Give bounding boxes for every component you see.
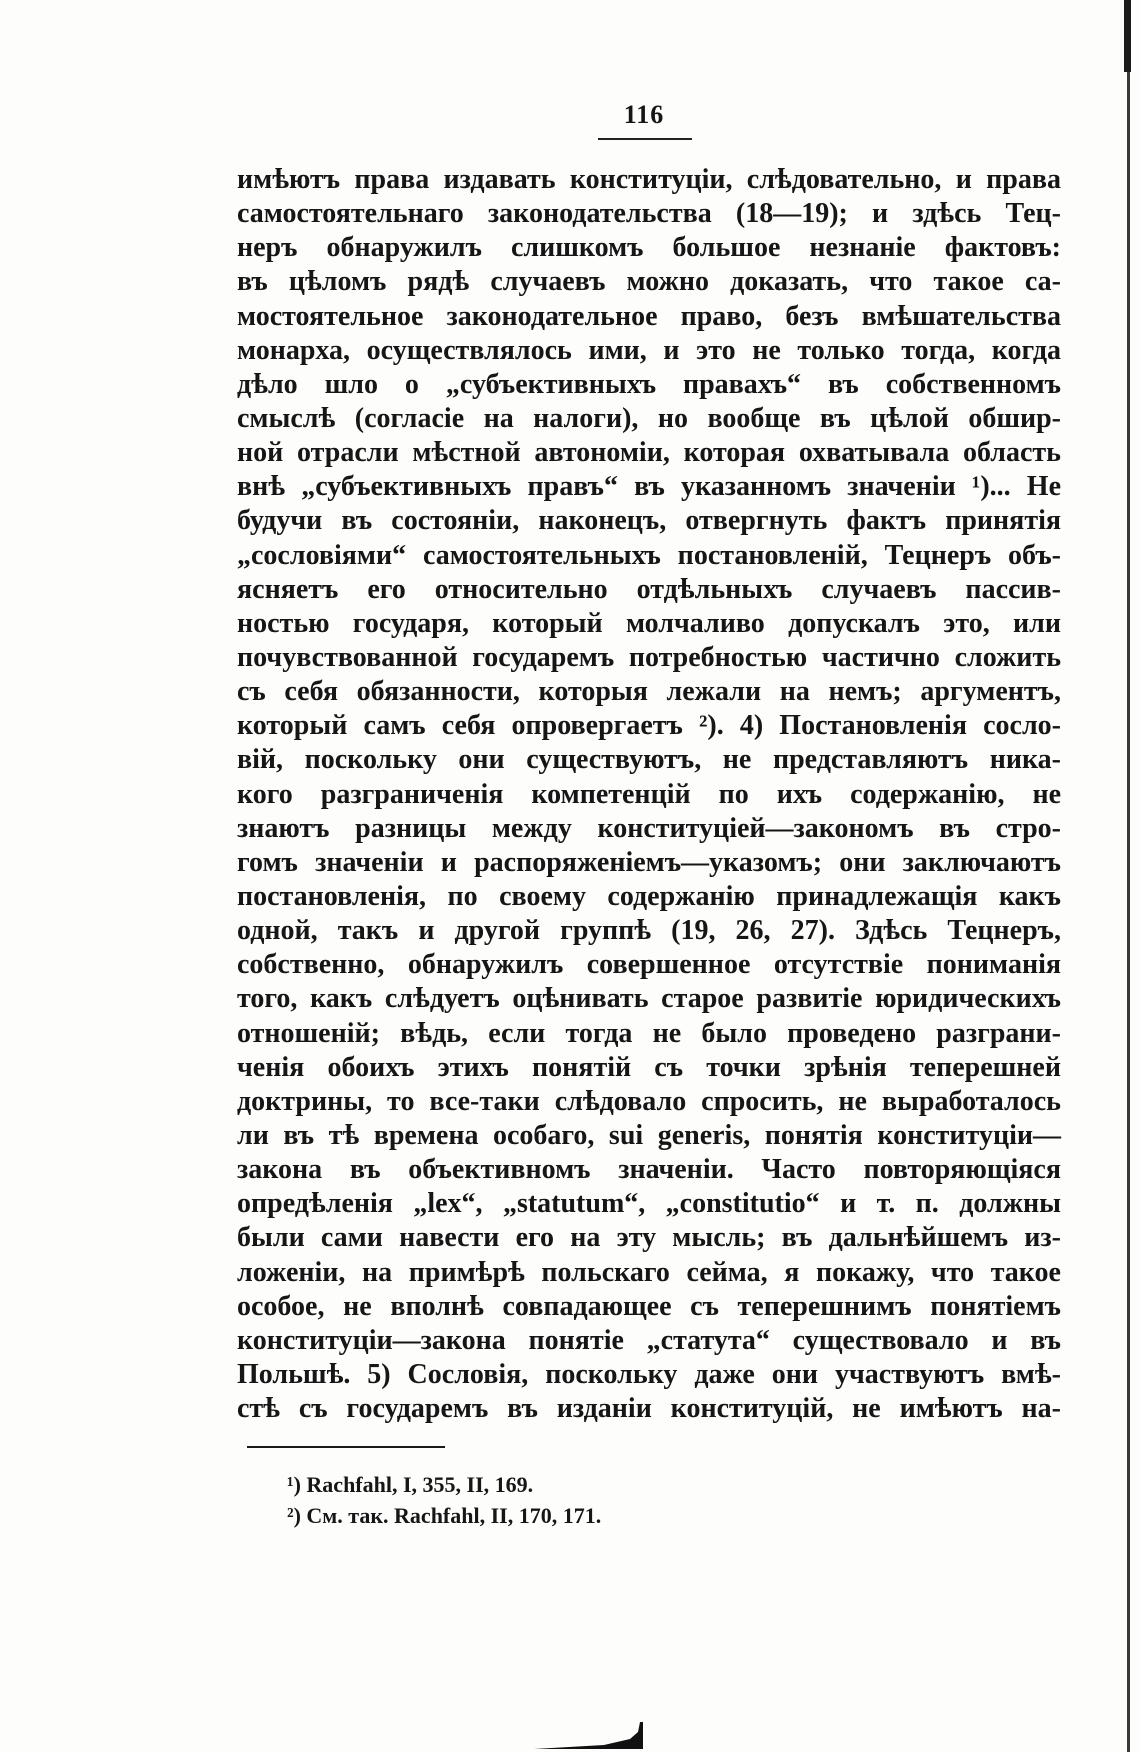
text-line: одной, такъ и другой группѣ (19, 26, 27). Здѣсь Тецнеръ, bbox=[237, 915, 1061, 947]
text-line: того, какъ слѣдуетъ оцѣнивать старое развитіе юридическихъ bbox=[237, 983, 1061, 1015]
footnote-1: ¹) Rachfahl, I, 355, II, 169. bbox=[287, 1472, 534, 1497]
text-line: дѣло шло о „субъективныхъ правахъ“ въ собственномъ bbox=[237, 368, 1061, 400]
scan-edge-shadow bbox=[1124, 0, 1131, 72]
body-text bbox=[237, 163, 1061, 1426]
text-line: монарха, осуществлялось ими, и это не только тогда, когда bbox=[237, 334, 1061, 366]
text-line: были сами навести его на эту мысль; въ дальнѣйшемъ из- bbox=[237, 1222, 1061, 1254]
text-line: ложеніи, на примѣрѣ польскаго сейма, я покажу, что такое bbox=[237, 1256, 1061, 1288]
text-line: доктрины, то все-таки слѣдовало спросить, не выработалось bbox=[237, 1085, 1061, 1117]
text-line: закона въ объективномъ значеніи. Часто повторяющіяся bbox=[237, 1154, 1061, 1186]
text-line: ясняетъ его относительно отдѣльныхъ случаевъ пассив- bbox=[237, 573, 1061, 605]
page-number-rule bbox=[598, 138, 692, 140]
text-line: почувствованной государемъ потребностью частично сложить bbox=[237, 641, 1061, 673]
text-line: будучи въ состояніи, наконецъ, отвергнуть фактъ принятія bbox=[237, 505, 1061, 537]
scan-edge-line bbox=[1127, 0, 1130, 1752]
text-line: особое, не вполнѣ совпадающее съ теперешнимъ понятіемъ bbox=[237, 1290, 1061, 1322]
text-line: самостоятельнаго законодательства (18—19); и здѣсь Тец- bbox=[237, 198, 1061, 230]
text-line: ной отрасли мѣстной автономіи, которая охватывала область bbox=[237, 437, 1061, 469]
text-line: внѣ „субъективныхъ правъ“ въ указанномъ значеніи ¹)... Не bbox=[237, 471, 1061, 503]
end-ornament bbox=[534, 1722, 644, 1750]
text-line: ли въ тѣ времена особаго, sui generis, понятія конституціи— bbox=[237, 1119, 1061, 1151]
text-line: постановленія, по своему содержанію принадлежащія какъ bbox=[237, 880, 1061, 912]
text-line: собственно, обнаружилъ совершенное отсутствіе пониманія bbox=[237, 949, 1061, 981]
footnote-2: ²) См. так. Rachfahl, II, 170, 171. bbox=[287, 1503, 602, 1528]
text-line: ностью государя, который молчаливо допускалъ это, или bbox=[237, 607, 1061, 639]
text-line: гомъ значеніи и распоряженіемъ—указомъ; они заключаютъ bbox=[237, 846, 1061, 878]
text-line: конституціи—закона понятіе „статута“ существовало и въ bbox=[237, 1324, 1061, 1356]
text-line: вій, поскольку они существуютъ, не представляютъ ника- bbox=[237, 744, 1061, 776]
text-line: Польшѣ. 5) Сословія, поскольку даже они участвуютъ вмѣ- bbox=[237, 1358, 1061, 1390]
text-line: ченія обоихъ этихъ понятій съ точки зрѣнія теперешней bbox=[237, 1051, 1061, 1083]
text-line: мостоятельное законодательное право, безъ вмѣшательства bbox=[237, 300, 1061, 332]
footnote-rule bbox=[247, 1446, 445, 1448]
text-line: въ цѣломъ рядѣ случаевъ можно доказать, что такое са- bbox=[237, 266, 1061, 298]
text-line: кого разграниченія компетенцій по ихъ содержанію, не bbox=[237, 778, 1061, 810]
text-line: смыслѣ (согласіе на налоги), но вообще въ цѣлой обшир- bbox=[237, 402, 1061, 434]
page-number: 116 bbox=[623, 100, 665, 129]
text-line: отношеній; вѣдь, если тогда не было проведено разграни- bbox=[237, 1017, 1061, 1049]
text-line: стѣ съ государемъ въ изданіи конституцій, не имѣютъ на- bbox=[237, 1393, 1061, 1425]
text-line: неръ обнаружилъ слишкомъ большое незнаніе фактовъ: bbox=[237, 232, 1061, 264]
text-line: „сословіями“ самостоятельныхъ постановленій, Тецнеръ объ- bbox=[237, 539, 1061, 571]
text-line: имѣютъ права издавать конституціи, слѣдовательно, и права bbox=[237, 164, 1061, 195]
text-line: который самъ себя опровергаетъ ²). 4) Постановленія сосло- bbox=[237, 710, 1061, 742]
text-line: знаютъ разницы между конституціей—закономъ въ стро- bbox=[237, 812, 1061, 844]
text-line: съ себя обязанности, которыя лежали на немъ; аргументъ, bbox=[237, 676, 1061, 708]
text-line: опредѣленія „lex“, „statutum“, „constitutio“ и т. п. должны bbox=[237, 1188, 1061, 1220]
